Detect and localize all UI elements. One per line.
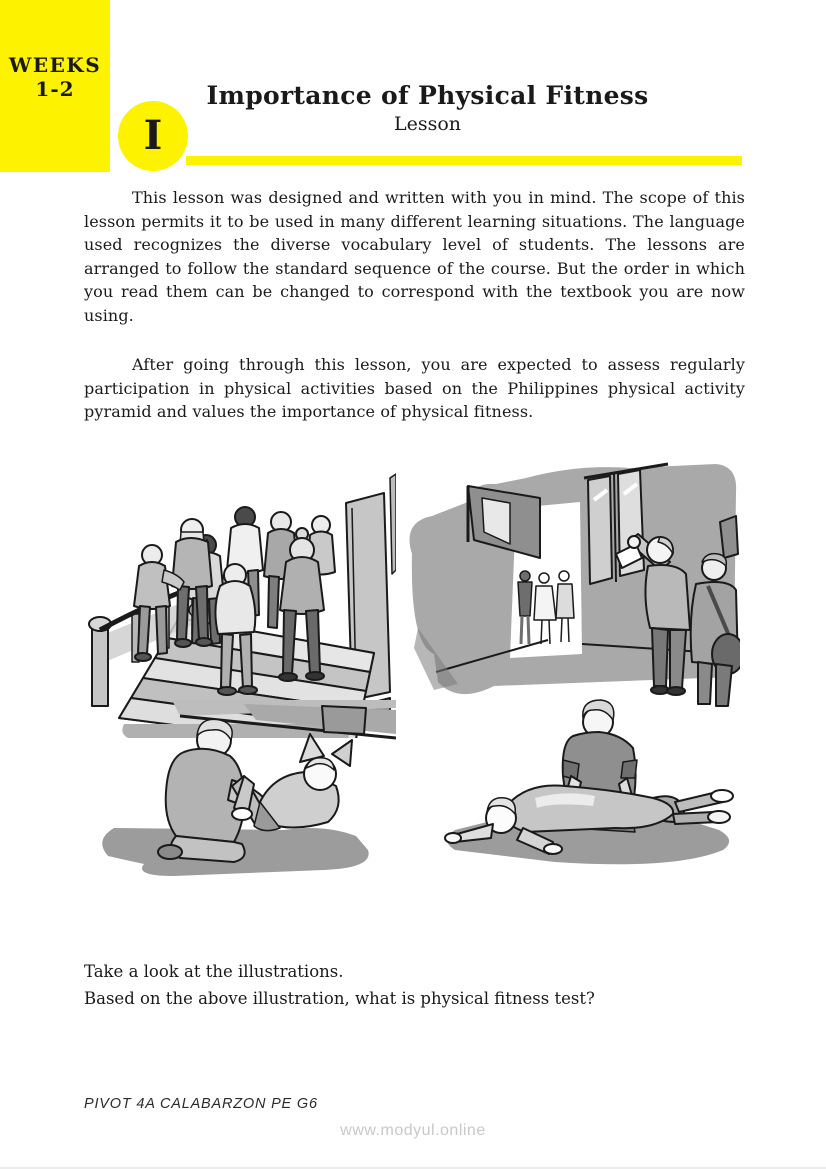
prone-test-drawing [435,690,740,880]
objective-paragraph: After going through this lesson, you are expected to assess regularly participation in physical activities based on the Philippines physical activity pyramid and values the importance of physical fitness. [84,355,745,421]
intro-paragraph: This lesson was designed and written with you in mind. The scope of this lesson permits it to be used in many different learning situations. The language used recognizes the diverse vocabulary level of students. The lessons are arranged to follow the standard sequence of the course. But the order in which you read them can be changed to correspond with the textbook you are now using. [84,188,745,325]
school-hallway-drawing [398,458,740,708]
prompt-block [84,958,764,1012]
illustration-climbing-stairs [84,448,396,738]
weeks-label: WEEKS [8,53,102,77]
prompt-line-2: Based on the above illustration, what is physical fitness test? [84,989,595,1008]
curl-ups-drawing [84,700,396,885]
illustration-curl-ups [84,700,396,885]
lesson-roman-badge [118,101,188,171]
roman-numeral: I [143,112,163,159]
illustration-prone-test [435,690,740,880]
lesson-subtitle: Lesson [393,113,462,135]
illustration-school-hallway [398,458,740,708]
page-title: Importance of Physical Fitness [206,81,649,110]
title-block [110,82,745,136]
title-underline [186,156,742,165]
watermark-text: www.modyul.online [340,1122,486,1139]
footer-text: PIVOT 4A CALABARZON PE G6 [84,1096,318,1112]
body-text [84,186,745,450]
weeks-banner [0,0,110,172]
weeks-range-label: 1-2 [35,77,75,101]
prompt-line-1: Take a look at the illustrations. [84,962,344,981]
climbing-stairs-drawing [84,448,396,738]
